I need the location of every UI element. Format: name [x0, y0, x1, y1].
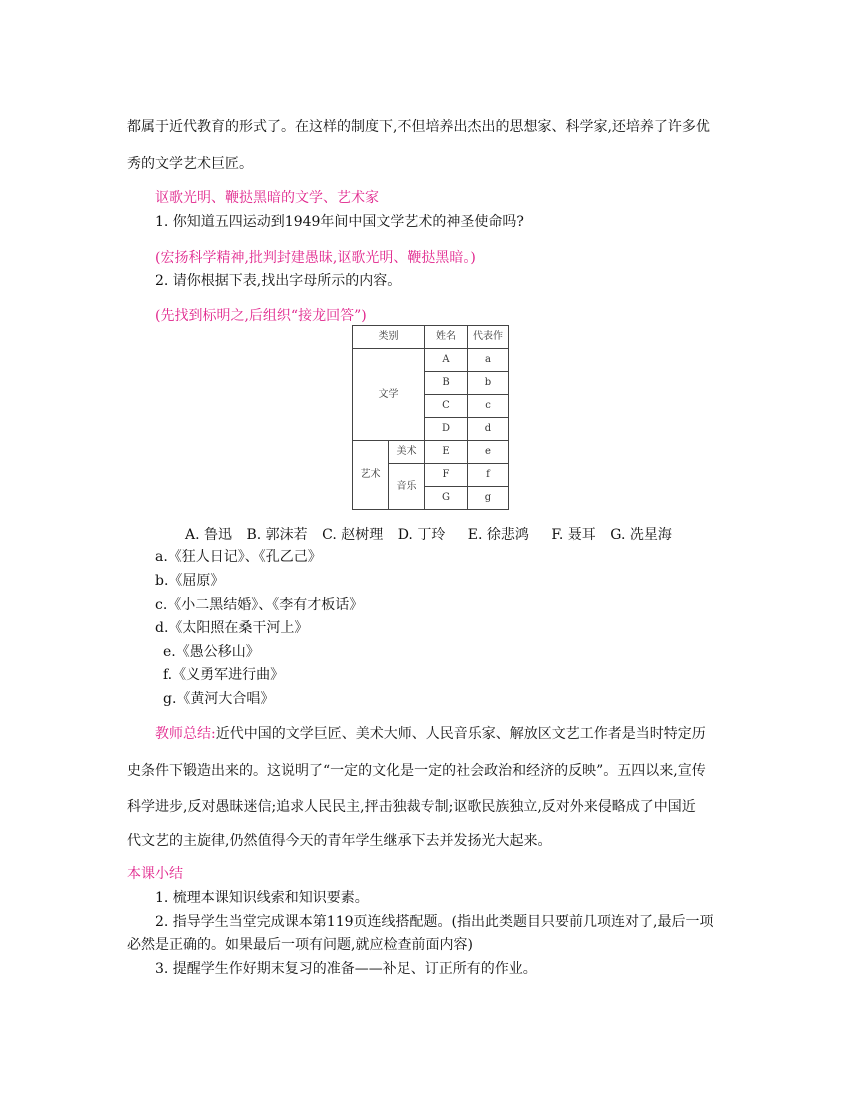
artist-name: D. 丁玲 [397, 527, 446, 543]
answer-2: (先找到标明之,后组织“接龙回答”) [155, 308, 367, 324]
artist-name: A. 鲁迅 [185, 527, 233, 543]
row-work: a [468, 349, 509, 372]
table-row [353, 349, 509, 372]
answer-1: (宏扬科学精神,批判封建愚昧,讴歌光明、鞭挞黑暗。) [155, 250, 476, 266]
work-item: b.《屈原》 [155, 573, 225, 589]
header-work: 代表作 [468, 326, 509, 349]
lesson-summary-item-3: 3. 提醒学生作好期末复习的准备——补足、订正所有的作业。 [155, 961, 537, 977]
row-work: b [468, 372, 509, 395]
intro-line-1: 都属于近代教育的形式了。在这样的制度下,不但培养出杰出的思想家、科学家,还培养了许多优 [127, 119, 710, 135]
work-item: d.《太阳照在桑干河上》 [155, 620, 309, 636]
teacher-summary-label: 教师总结: [155, 726, 216, 742]
artist-name: F. 聂耳 [551, 527, 596, 543]
row-name: C [425, 395, 468, 418]
artist-name: E. 徐悲鸿 [467, 527, 529, 543]
category-literature: 文学 [353, 349, 425, 441]
lesson-summary-item-2: 2. 指导学生当堂完成课本第119页连线搭配题。(指出此类题目只要前几项连对了,最后一项 [155, 914, 714, 930]
teacher-summary-line-1 [155, 724, 706, 744]
intro-line-2: 秀的文学艺术巨匠。 [127, 156, 253, 172]
row-name: G [425, 487, 468, 510]
row-name: F [425, 464, 468, 487]
section-heading: 讴歌光明、鞭挞黑暗的文学、艺术家 [155, 190, 379, 206]
lesson-summary-item-1: 1. 梳理本课知识线索和知识要素。 [155, 890, 369, 906]
row-work: c [468, 395, 509, 418]
row-work: f [468, 464, 509, 487]
category-art: 艺术 [353, 441, 389, 510]
header-category: 类别 [353, 326, 425, 349]
work-item: f.《义勇军进行曲》 [163, 667, 285, 683]
subcategory-fine-art: 美术 [389, 441, 425, 464]
teacher-summary-text: 近代中国的文学巨匠、美术大师、人民音乐家、解放区文艺工作者是当时特定历 [215, 726, 706, 742]
artist-name: B. 郭沫若 [246, 527, 308, 543]
work-item: c.《小二黑结婚》、《李有才板话》 [155, 597, 364, 613]
artist-names-list [185, 524, 682, 544]
teacher-summary-line-2: 史条件下锻造出来的。这说明了“一定的文化是一定的社会政治和经济的反映”。五四以来,宣传 [127, 763, 706, 779]
subcategory-music: 音乐 [389, 464, 425, 510]
lesson-summary-heading: 本课小结 [127, 866, 183, 882]
header-name: 姓名 [425, 326, 468, 349]
question-2: 2. 请你根据下表,找出字母所示的内容。 [155, 273, 402, 289]
work-item: e.《愚公移山》 [163, 644, 260, 660]
table-row [353, 441, 509, 464]
row-work: d [468, 418, 509, 441]
work-item: g.《黄河大合唱》 [163, 691, 275, 707]
work-item: a.《狂人日记》、《孔乙己》 [155, 549, 322, 565]
row-name: B [425, 372, 468, 395]
table-header-row [353, 326, 509, 349]
row-name: E [425, 441, 468, 464]
question-1: 1. 你知道五四运动到1949年间中国文学艺术的神圣使命吗? [155, 214, 524, 230]
teacher-summary-line-4: 代文艺的主旋律,仍然值得今天的青年学生继承下去并发扬光大起来。 [127, 833, 552, 849]
row-work: e [468, 441, 509, 464]
artist-name: C. 赵树理 [322, 527, 384, 543]
lesson-summary-item-2-cont: 必然是正确的。如果最后一项有问题,就应检查前面内容) [127, 937, 473, 953]
teacher-summary-line-3: 科学进步,反对愚昧迷信;追求人民民主,抨击独裁专制;讴歌民族独立,反对外来侵略成了中国近 [127, 799, 696, 815]
row-name: A [425, 349, 468, 372]
artists-table [352, 325, 509, 510]
row-name: D [425, 418, 468, 441]
artist-name: G. 冼星海 [610, 527, 672, 543]
row-work: g [468, 487, 509, 510]
